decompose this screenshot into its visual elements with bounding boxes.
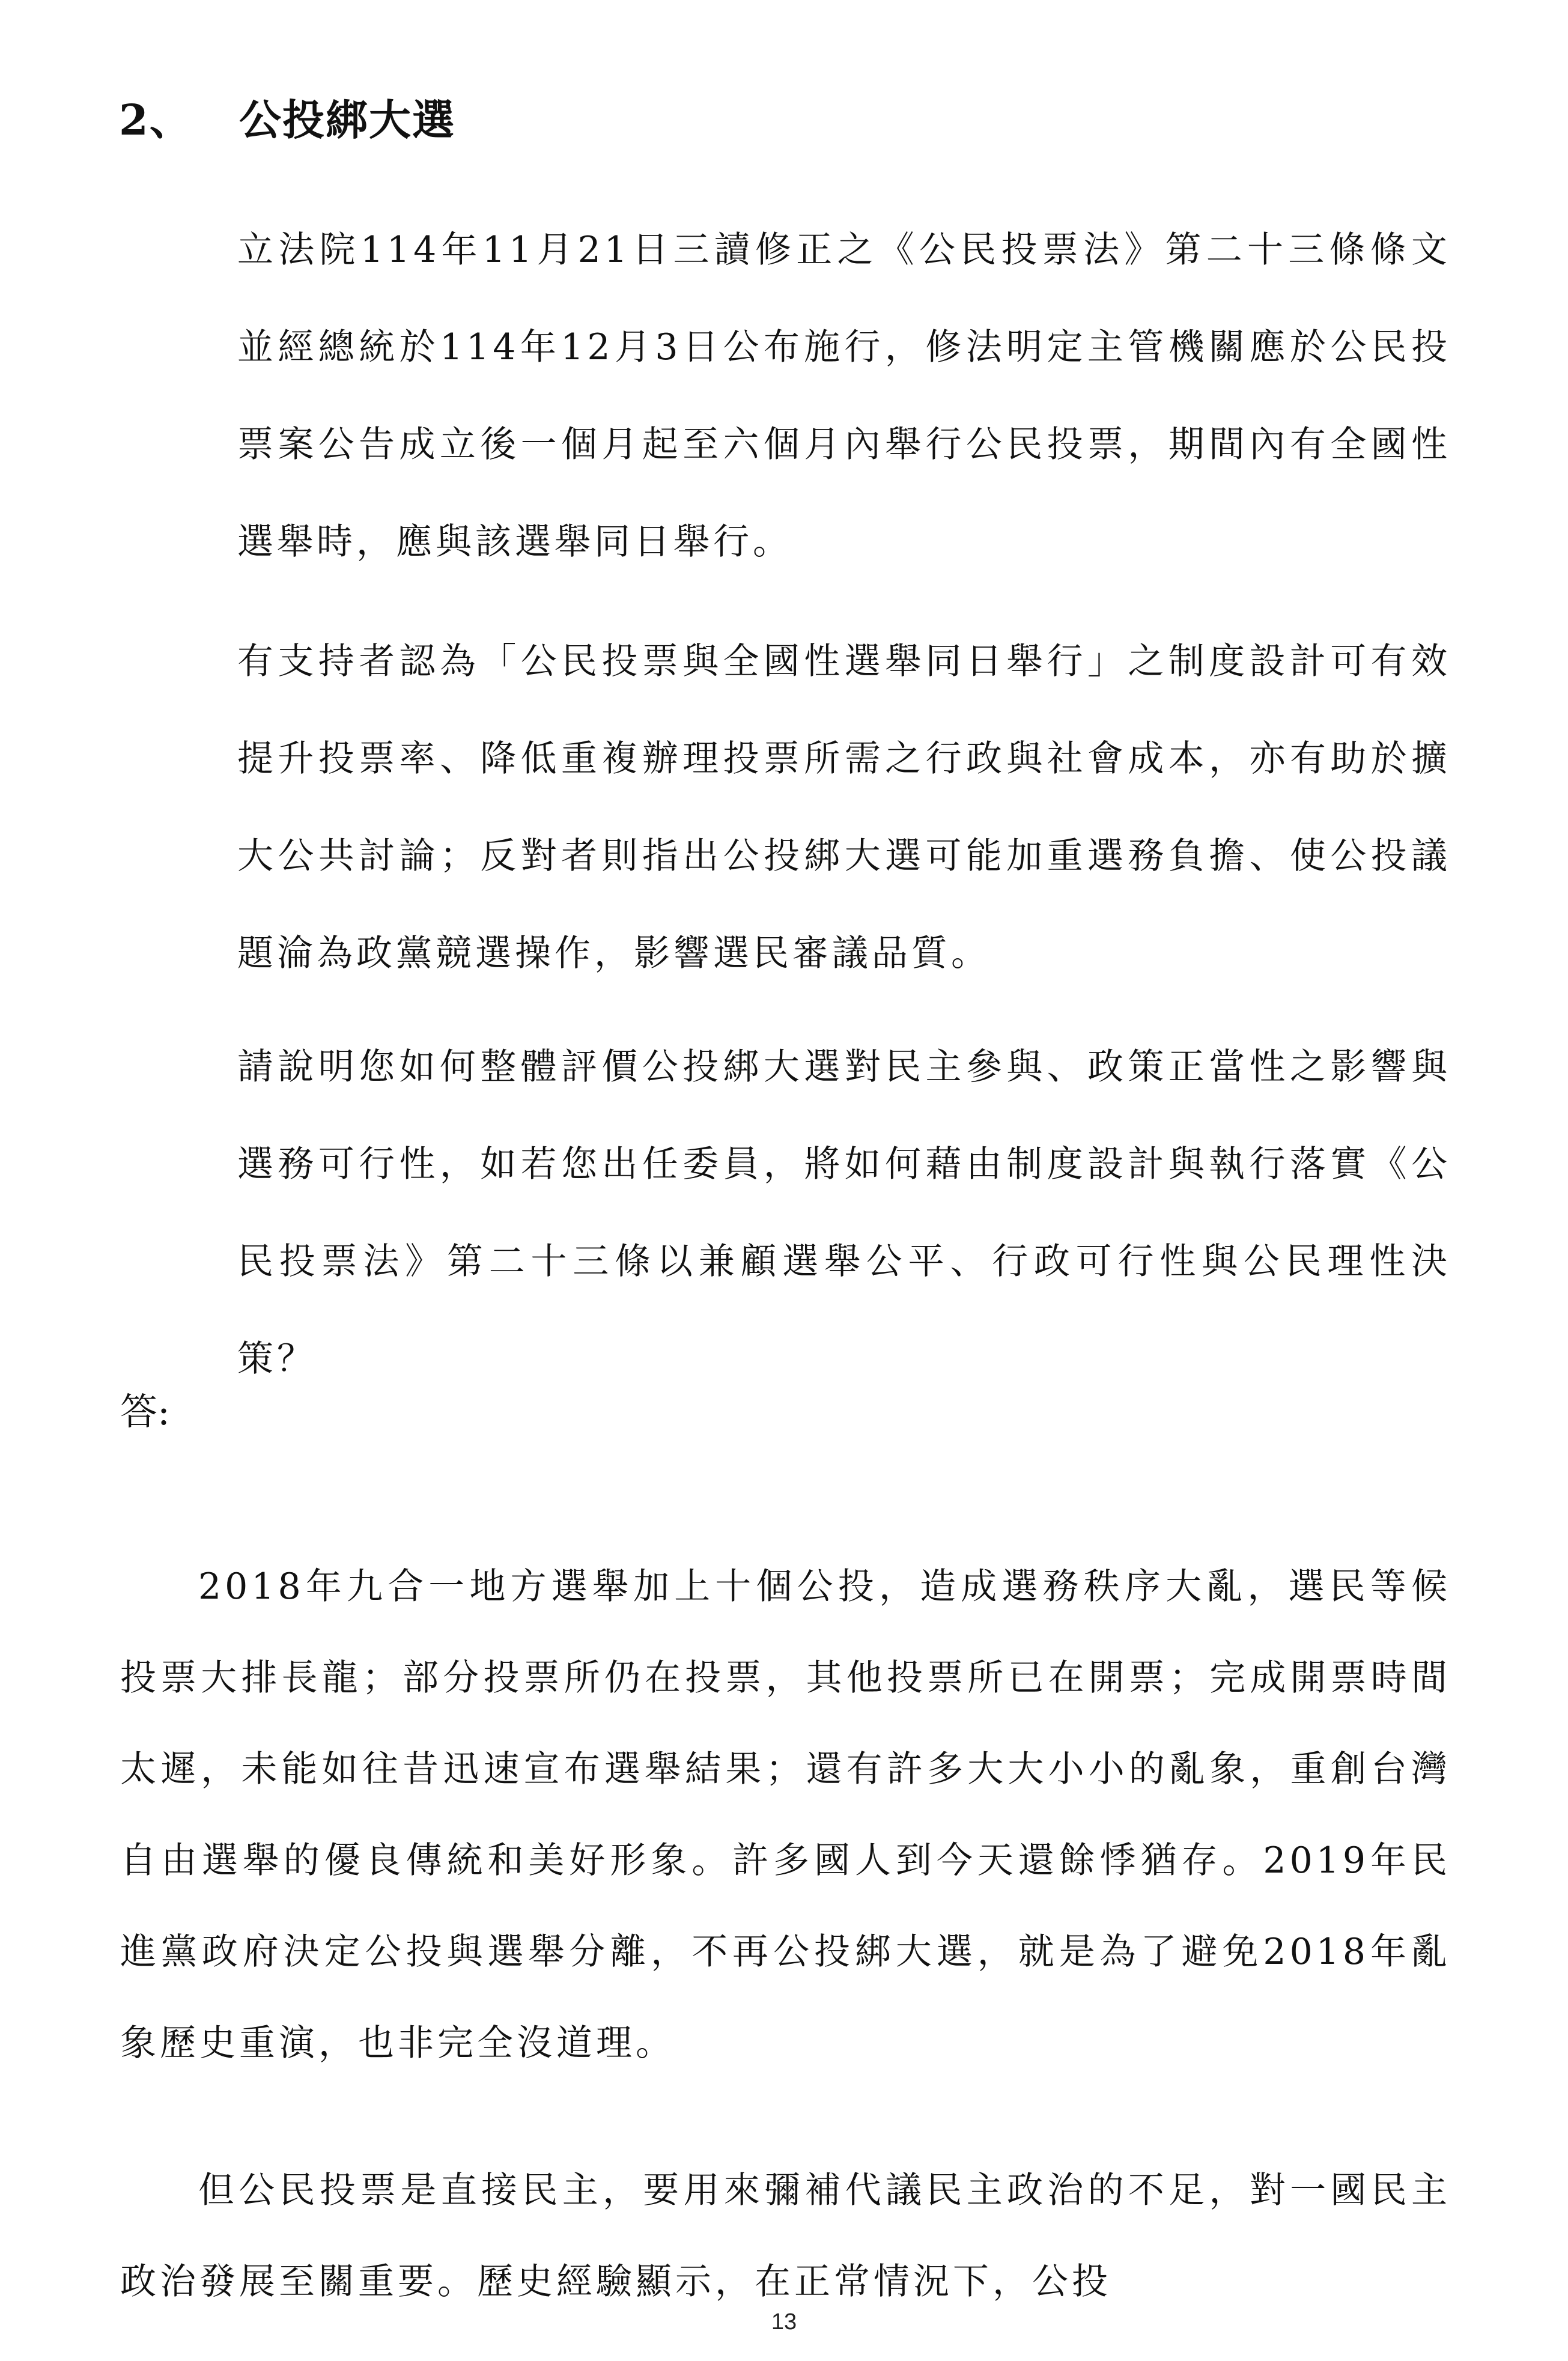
question-paragraph: 立法院114年11月21日三讀修正之《公民投票法》第二十三條條文並經總統於114年12月3日公布施行，修法明定主管機關應於公民投票案公告成立後一個月起至六個月內舉行公民投票，期間內有全國性選舉時，應與該選舉同日舉行。 xyxy=(237,229,1451,563)
section-title: 公投綁大選 xyxy=(239,95,455,145)
section-heading xyxy=(119,87,455,153)
answer-paragraph: 但公民投票是直接民主，要用來彌補代議民主政治的不足，對一國民主政治發展至關重要。歷史經驗顯示，在正常情況下，公投 xyxy=(120,2169,1451,2303)
section-number: 2、 xyxy=(119,95,193,145)
answer-label: 答: xyxy=(120,1390,170,1433)
question-paragraph: 有支持者認為「公民投票與全國性選舉同日舉行」之制度設計可有效提升投票率、降低重複辦理投票所需之行政與社會成本，亦有助於擴大公共討論；反對者則指出公投綁大選可能加重選務負擔、使公投議題淪為政黨競選操作，影響選民審議品質。 xyxy=(237,640,1451,974)
question-paragraph: 請說明您如何整體評價公投綁大選對民主參與、政策正當性之影響與選務可行性，如若您出任委員，將如何藉由制度設計與執行落實《公民投票法》第二十三條以兼顧選舉公平、行政可行性與公民理性決策？ xyxy=(237,1046,1451,1380)
page-number: 13 xyxy=(771,2309,797,2335)
answer-paragraph: 2018年九合一地方選舉加上十個公投，造成選務秩序大亂，選民等候投票大排長龍；部分投票所仍在投票，其他投票所已在開票；完成開票時間太遲，未能如往昔迅速宣布選舉結果；還有許多大大小小的亂象，重創台灣自由選舉的優良傳統和美好形象。許多國人到今天還餘悸猶存。2019年民進黨政府決定公投與選舉分離，不再公投綁大選，就是為了避免2018年亂象歷史重演，也非完全沒道理。 xyxy=(120,1566,1451,2064)
